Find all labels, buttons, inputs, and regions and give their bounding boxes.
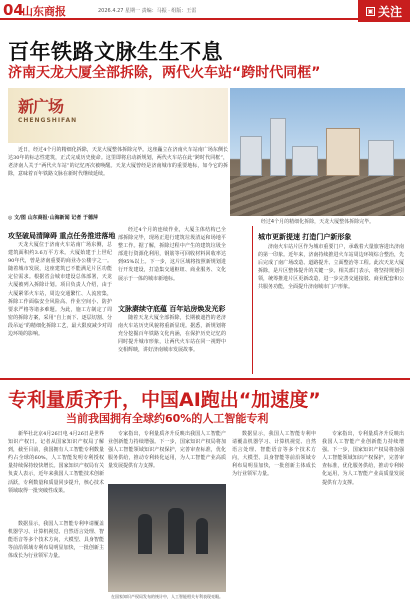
logo-subtitle: CHENGSHIFAN bbox=[18, 117, 78, 124]
header-meta: 2026.4.27 星期一 责编：马振 · 组版：王雷 bbox=[98, 8, 197, 14]
column-g: 数据显示，我国人工智能专利申请覆盖机器学习、计算机视觉、自然语言处理、智能语音等多个技术方向，大模型、具身智能等前沿领域专利布局明显加快，一批创新主体成长为行业领军力量。 bbox=[232, 431, 316, 478]
column-c: 随着天龙大厦全部拆除，长期被遮挡的老济南火车站历史风貌将重新显现。据悉，新规划将充分挖掘百年铁路文化内涵，在保护历史记忆的同时提升城市形象，让两代火车站在同一视野中交相辉映，讲好济南城市发展故事。 bbox=[118, 315, 226, 354]
byline: ◎ 文/图 山东商报·山海新闻 记者 于德萍 bbox=[8, 215, 99, 221]
column-a: 天龙大厦位于济南火车站南广场东侧，总建筑面积约3.6万平方米。大厦始建于上世纪90年代，曾是济南重要的商业办公楼宇之一。随着城市发展，这座建筑已不能满足片区功能定位需求。根据省会城市建设总体部署，天龙大厦被列入拆除计划。项目负责人介绍，由于大厦紧邻火车站，周边交通繁忙、人流密集，拆除工作面临安全风险高、作业空间小、防护要求严格等诸多难题。为此，施工方制定了周密的拆除方案，采用“自上而下、逐层切割、分段吊运”的精细化拆除工艺，最大限度减少对周边环境的影响。 bbox=[8, 242, 112, 338]
logo-title: 新广场 bbox=[18, 97, 64, 116]
headline-2: 专利量质齐升，中国AI跑出“加速度” bbox=[8, 389, 321, 411]
subheadline-2: 当前我国拥有全球约60%的人工智能专利 bbox=[66, 412, 269, 425]
column-d: 济南火车站片区作为城市重要门户，承载着大量旅客进出济南的第一印象。近年来，济南持续推进火车站周边环境综合整治，先后完成了南广场改造、道路提升、立面整治等工程。此次天龙大厦拆除，是片区整体提升的关键一步。相关部门表示，将坚持规划引领，统筹推进片区更新改造，进一步完善交通接驳、商业配套和公共服务功能，全面提升济南城市门户形象。 bbox=[258, 244, 404, 291]
column-e: 新华社北京4月26日电 4月26日是世界知识产权日。记者从国家知识产权局了解到，截至目前，我国拥有人工智能专利数量约占全球的60%，人工智能发明专利授权量持续保持较快增长。国家知识产权局有关负责人表示，近年来我国人工智能技术创新活跃，专利数量和质量同步提升，核心技术领域取得一批突破性成果。 bbox=[8, 431, 104, 494]
column-logo bbox=[18, 94, 98, 134]
column-f: 专家指出，专利量质齐升反映出我国人工智能产业创新能力持续增强。下一步，国家知识产权局将加强人工智能领域知识产权保护，完善审查标准，优化服务供给，推动专利转化运用，为人工智能产业高质量发展提供有力支撑。 bbox=[108, 431, 226, 470]
section-tag bbox=[358, 0, 410, 22]
column-e-cont: 数据显示，我国人工智能专利申请覆盖机器学习、计算机视觉、自然语言处理、智能语音等多个技术方向，大模型、具身智能等前沿领域专利布局明显加快，一批创新主体成长为行业领军力量。 bbox=[8, 521, 104, 560]
subhead-b: 文脉赓续守底蕴 百年站房焕发光彩 bbox=[118, 305, 226, 313]
paper-name: 山东商报 bbox=[22, 5, 66, 18]
column-rule bbox=[252, 226, 253, 374]
page-number: 04 bbox=[3, 1, 24, 19]
subhead-a: 攻坚破局清障碍 重点任务推进落地 bbox=[8, 232, 116, 240]
column-h: 专家指出，专利量质齐升反映出我国人工智能产业创新能力持续增强。下一步，国家知识产权局将加强人工智能领域知识产权保护，完善审查标准，优化服务供给，推动专利转化运用，为人工智能产业高质量发展提供有力支撑。 bbox=[322, 431, 404, 486]
headline-1: 百年铁路文脉生生不息 bbox=[8, 40, 223, 64]
lead-paragraph: 近日，经过4个月的精细化拆除，天龙大厦整体拆除完毕。这座矗立在济南火车站南广场东侧长达30年的标志性建筑，正式完成历史使命。这里即将启动新规划，两代火车站在此“跨时代同框”，老济南人关于“两代火车站”的记忆再次被唤醒。天龙大厦曾经是济南城市的重要地标，如今它的拆除，意味着百年铁路文脉在新时代继续延续。 bbox=[8, 147, 228, 178]
section-divider bbox=[0, 378, 410, 380]
ai-photo-caption: 在国家知识产权局发布的统计中，人工智能相关专利表现亮眼。 bbox=[111, 594, 223, 599]
column-b: 经过4个月的连续作业，大厦主体结构已全部拆除完毕，现场正进行建筑垃圾清运和场地平整工作。据了解，拆除过程中产生的建筑垃圾全部进行资源化利用，钢筋等可回收材料回收率达到95%以上。下一步，这片区域将按照新规划进行开发建设，打造集交通枢纽、商业服务、文化展示于一体的城市新地标。 bbox=[118, 227, 226, 282]
square-icon: ▣ bbox=[367, 7, 374, 15]
ai-photo bbox=[108, 484, 226, 592]
station-photo bbox=[230, 88, 405, 216]
subhead-c: 城市更新提速 打造门户新形象 bbox=[258, 233, 352, 241]
photo-caption: 经过4个月的精细化拆除，天龙大厦整体拆除完毕。 bbox=[260, 219, 375, 225]
subheadline-1: 济南天龙大厦全部拆除，两代火车站“跨时代同框” bbox=[8, 65, 321, 81]
section-label: 关注 bbox=[377, 4, 402, 19]
